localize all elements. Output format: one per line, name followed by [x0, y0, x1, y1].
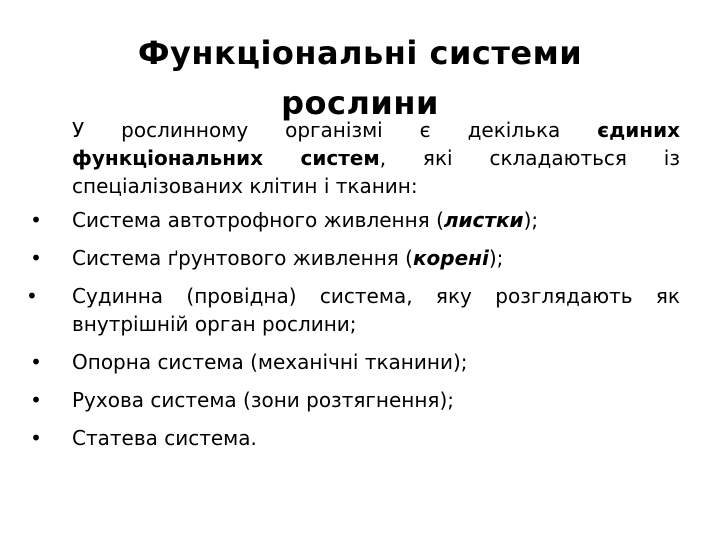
bullet-text: Статева система. — [72, 426, 257, 450]
bullet-item — [26, 348, 680, 376]
bullet-marker: • — [30, 246, 42, 270]
bullet-text: Судинна (провідна) система, яку розглядають як внутрішній орган рослини; — [72, 284, 680, 336]
bullet-item — [26, 424, 680, 452]
bullet-marker: • — [30, 350, 42, 374]
bullet-list — [26, 206, 680, 452]
bullet-item — [26, 282, 680, 338]
intro-bold-text: єдиних функціональних систем — [72, 118, 680, 170]
bullet-marker: • — [26, 284, 38, 308]
bullet-text: Рухова система (зони розтягнення); — [72, 388, 454, 412]
bullet-emphasis: листки — [443, 208, 524, 232]
bullet-marker: • — [30, 208, 42, 232]
title-line-1: Функціональні системи — [137, 34, 583, 72]
bullet-text-end: ); — [488, 246, 504, 270]
bullet-text-start: Система ґрунтового живлення ( — [72, 246, 413, 270]
bullet-item — [26, 386, 680, 414]
bullet-text: Опорна система (механічні тканини); — [72, 350, 468, 374]
bullet-item — [26, 244, 680, 272]
intro-paragraph — [72, 116, 680, 200]
intro-text-end: , які складаються із спеціалізованих клітин і тканин: — [72, 146, 680, 198]
slide-content — [26, 116, 680, 462]
title-line-2: рослини — [281, 84, 439, 122]
bullet-marker: • — [30, 388, 42, 412]
bullet-emphasis: корені — [412, 246, 489, 270]
slide-title — [40, 28, 680, 128]
bullet-item — [26, 206, 680, 234]
intro-text-start: У рослинному організмі є декілька — [72, 118, 598, 142]
bullet-text-start: Система автотрофного живлення ( — [72, 208, 444, 232]
bullet-marker: • — [30, 426, 42, 450]
bullet-text-end: ); — [523, 208, 539, 232]
